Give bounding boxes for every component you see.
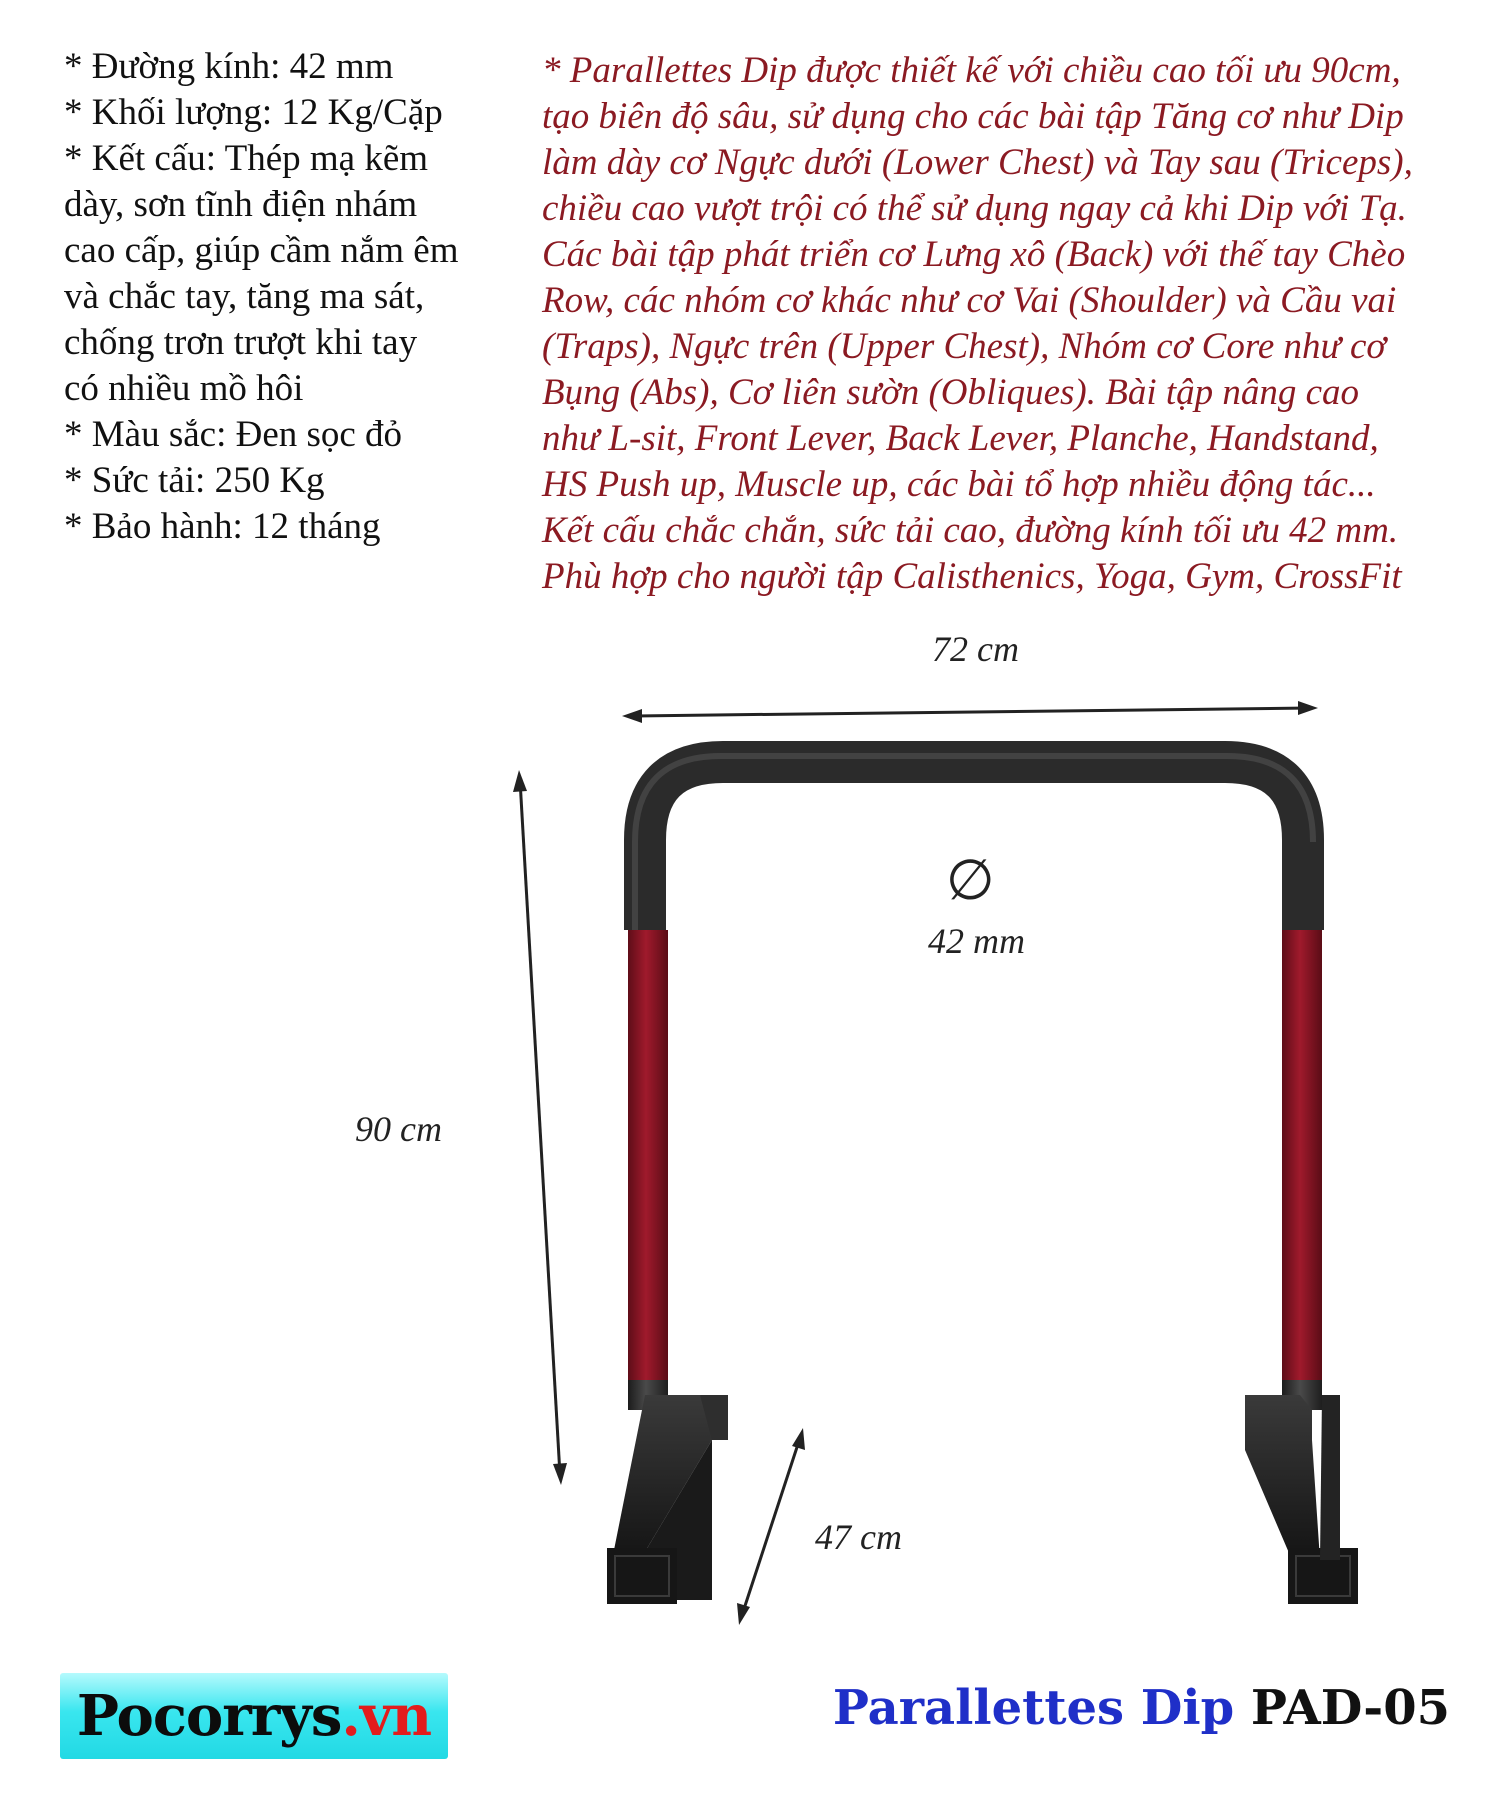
spec-line: cao cấp, giúp cầm nắm êm [64, 230, 459, 271]
width-arrow [630, 708, 1310, 716]
description-line: chiều cao vượt trội có thể sử dụng ngay cả khi Dip với Tạ. [542, 188, 1407, 229]
description-line: Kết cấu chắc chắn, sức tải cao, đường kính tối ưu 42 mm. [542, 510, 1399, 551]
right-foot [1245, 1395, 1358, 1604]
spec-line: và chắc tay, tăng ma sát, [64, 276, 425, 317]
brand-wordmark [77, 1683, 431, 1749]
description-line: Bụng (Abs), Cơ liên sườn (Obliques). Bài tập nâng cao [542, 372, 1360, 413]
spec-line: * Màu sắc: Đen sọc đỏ [64, 414, 403, 455]
spec-line: * Sức tải: 250 Kg [64, 460, 325, 501]
brand-name: Pocorrys [76, 1683, 342, 1749]
description-line: HS Push up, Muscle up, các bài tổ hợp nhiều động tác... [542, 464, 1376, 505]
spec-line: * Bảo hành: 12 tháng [64, 506, 381, 547]
spec-line: * Khối lượng: 12 Kg/Cặp [64, 92, 443, 133]
description-line: Các bài tập phát triển cơ Lưng xô (Back) với thế tay Chèo [542, 234, 1406, 275]
spec-line: * Đường kính: 42 mm [64, 46, 394, 87]
product-code: PAD-05 [1250, 1680, 1450, 1736]
description-line: Phù hợp cho người tập Calisthenics, Yoga, Gym, CrossFit [542, 556, 1402, 597]
spec-line: * Kết cấu: Thép mạ kẽm [64, 138, 429, 179]
spec-line: dày, sơn tĩnh điện nhám [64, 184, 418, 225]
description-line: (Traps), Ngực trên (Upper Chest), Nhóm cơ Core như cơ [542, 326, 1387, 367]
dimension-diameter-label: 42 mm [928, 921, 1025, 961]
description-line: tạo biên độ sâu, sử dụng cho các bài tập Tăng cơ như Dip [542, 96, 1404, 137]
right-leg-red [1282, 930, 1322, 1380]
spec-line: có nhiều mồ hôi [64, 368, 304, 409]
dimension-depth-label: 47 cm [815, 1517, 902, 1557]
product-name: Parallettes Dip [832, 1680, 1235, 1736]
brand-logo[interactable] [60, 1673, 448, 1759]
dimension-height-label: 90 cm [355, 1109, 442, 1149]
left-leg-red [628, 930, 668, 1380]
brand-tld: .vn [341, 1683, 432, 1749]
description-line: Row, các nhóm cơ khác như cơ Vai (Shoulder) và Cầu vai [542, 280, 1397, 321]
description-line: * Parallettes Dip được thiết kế với chiều cao tối ưu 90cm, [542, 50, 1401, 91]
left-foot [607, 1395, 728, 1604]
dimension-width-label: 72 cm [932, 629, 1019, 669]
diameter-icon: ∅ [946, 848, 995, 913]
spec-line: chống trơn trượt khi tay [64, 322, 418, 363]
product-title [833, 1680, 1450, 1736]
height-arrow [520, 780, 560, 1475]
description-line: như L-sit, Front Lever, Back Lever, Planche, Handstand, [542, 418, 1379, 459]
description-line: làm dày cơ Ngực dưới (Lower Chest) và Tay sau (Triceps), [542, 142, 1413, 183]
depth-arrow [742, 1438, 800, 1615]
